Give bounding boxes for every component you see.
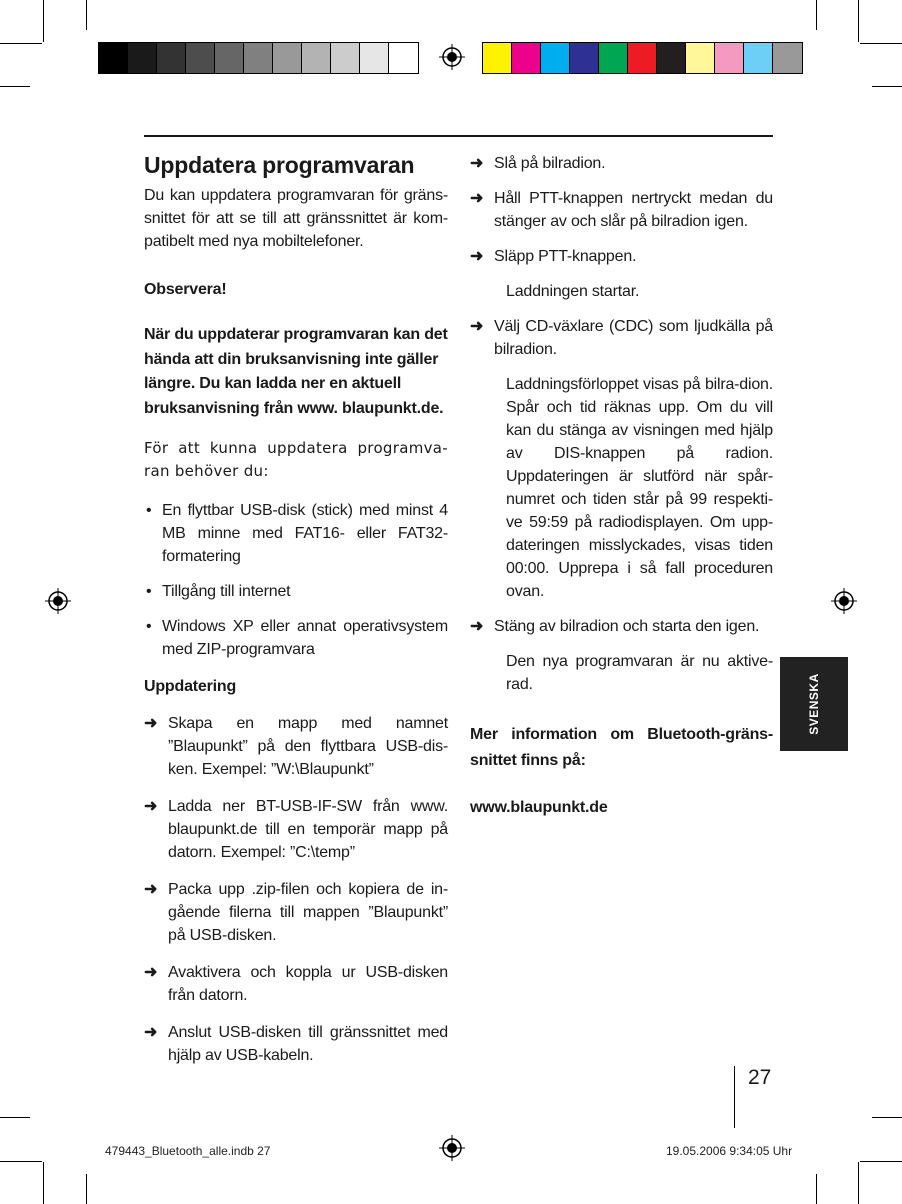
step-result: Laddningen startar. [506, 283, 640, 300]
color-swatch [744, 43, 773, 73]
color-swatch [570, 43, 599, 73]
step-text: Avaktivera och koppla ur USB-disken från datorn. [168, 964, 448, 1004]
color-swatch [541, 43, 570, 73]
crop-mark [872, 1117, 902, 1118]
color-swatch [273, 43, 302, 73]
bullet-icon: • [146, 618, 152, 635]
step-item [144, 795, 448, 864]
color-swatch [157, 43, 186, 73]
note-body: När du uppdaterar programvaran kan det hända att din bruksanvisning inte gäller längre. Du kan ladda ner en aktuell bruksanvisning från www. blaupunkt.de. [144, 326, 448, 417]
crop-mark [858, 0, 859, 42]
step-text: Släpp PTT-knappen. [494, 248, 637, 265]
color-swatch [628, 43, 657, 73]
step-result: Den nya programvaran är nu aktive-rad. [506, 653, 773, 693]
color-swatch [99, 43, 128, 73]
crop-mark [86, 1174, 87, 1204]
crop-mark [86, 0, 87, 30]
arrow-right-icon: ➜ [144, 1024, 158, 1041]
step-item [470, 152, 773, 175]
color-swatch [128, 43, 157, 73]
step-item [470, 187, 773, 233]
step-text: Anslut USB-disken till gränssnittet med hjälp av USB-kabeln. [168, 1024, 448, 1064]
crop-mark [0, 1117, 30, 1118]
color-swatch [215, 43, 244, 73]
color-swatch [389, 43, 418, 73]
footer-timestamp: 19.05.2006 9:34:05 Uhr [666, 1144, 793, 1158]
color-swatch [360, 43, 389, 73]
crop-mark [872, 86, 902, 87]
crop-mark [816, 0, 817, 30]
info-heading: Mer information om Bluetooth-gräns-snittet finns på: [470, 726, 773, 769]
right-column [470, 152, 773, 819]
page-number: 27 [748, 1066, 772, 1089]
step-item [470, 615, 773, 638]
step-text: Skapa en mapp med namnet ”Blaupunkt” på den flyttbara USB-dis-ken. Exempel: ”W:\Blaupunkt” [168, 715, 448, 778]
crop-mark [0, 1161, 42, 1162]
arrow-right-icon: ➜ [144, 715, 158, 732]
color-swatch [186, 43, 215, 73]
step-item [470, 315, 773, 361]
crop-mark [860, 43, 902, 44]
gray-color-bar [98, 42, 419, 74]
arrow-right-icon: ➜ [144, 964, 158, 981]
color-swatch [512, 43, 541, 73]
requirement-intro: För att kunna uppdatera programva-ran behöver du: [144, 439, 448, 480]
list-item [144, 580, 448, 603]
bullet-icon: • [146, 583, 152, 600]
registration-mark-icon [45, 588, 71, 614]
registration-mark-icon [439, 1135, 465, 1161]
arrow-right-icon: ➜ [470, 248, 484, 265]
list-item [144, 615, 448, 661]
step-item [144, 712, 448, 781]
arrow-right-icon: ➜ [144, 881, 158, 898]
color-swatch [302, 43, 331, 73]
arrow-right-icon: ➜ [470, 318, 484, 335]
color-swatch [599, 43, 628, 73]
bullet-icon: • [146, 502, 152, 519]
step-text: Packa upp .zip-filen och kopiera de in-gående filerna till mappen ”Blaupunkt” på USB-disken. [168, 881, 448, 944]
step-text: Stäng av bilradion och starta den igen. [494, 618, 760, 635]
arrow-right-icon: ➜ [144, 798, 158, 815]
color-swatch [244, 43, 273, 73]
crop-mark [858, 1162, 859, 1204]
bullet-text: En flyttbar USB-disk (stick) med minst 4 MB minne med FAT16- eller FAT32-formatering [162, 502, 448, 565]
step-item [144, 961, 448, 1007]
crop-mark [0, 86, 30, 87]
page-number-rule [734, 1066, 735, 1128]
top-rule [144, 135, 773, 137]
step-text: Ladda ner BT-USB-IF-SW från www. blaupunkt.de till en temporär mapp på datorn. Exempel: ”C:\temp” [168, 798, 448, 861]
registration-mark-icon [439, 44, 465, 70]
arrow-right-icon: ➜ [470, 190, 484, 207]
step-text: Slå på bilradion. [494, 155, 606, 172]
color-swatch [715, 43, 744, 73]
crop-mark [860, 1161, 902, 1162]
footer-filename: 479443_Bluetooth_alle.indb 27 [105, 1144, 271, 1158]
page-title: Uppdatera programvaran [144, 152, 415, 178]
bullet-text: Windows XP eller annat operativsystem med ZIP-programvara [162, 618, 448, 658]
note-heading: Observera! [144, 281, 227, 298]
crop-mark [816, 1174, 817, 1204]
update-heading: Uppdatering [144, 678, 237, 695]
registration-mark-icon [831, 588, 857, 614]
crop-mark [43, 1162, 44, 1204]
step-item [470, 245, 773, 268]
url-text: www.blaupunkt.de [470, 799, 608, 816]
color-swatch [686, 43, 715, 73]
crop-mark [43, 0, 44, 42]
step-item [144, 878, 448, 947]
color-swatch [657, 43, 686, 73]
color-swatch [483, 43, 512, 73]
crop-mark [0, 43, 42, 44]
left-column [144, 150, 448, 1067]
language-tab [780, 657, 848, 751]
arrow-right-icon: ➜ [470, 618, 484, 635]
color-swatch [331, 43, 360, 73]
bullet-text: Tillgång till internet [162, 583, 291, 600]
step-text: Välj CD-växlare (CDC) som ljudkälla på bilradion. [494, 318, 773, 358]
process-color-bar [482, 42, 803, 74]
list-item [144, 499, 448, 568]
arrow-right-icon: ➜ [470, 155, 484, 172]
color-swatch [773, 43, 802, 73]
step-text: Håll PTT-knappen nertryckt medan du stänger av och slår på bilradion igen. [494, 190, 773, 230]
step-item [144, 1021, 448, 1067]
intro-paragraph: Du kan uppdatera programvaran för gräns-snittet för att se till att gränssnittet är kom-patibelt med nya mobiltelefoner. [144, 187, 448, 250]
language-tab-label: SVENSKA [807, 673, 821, 735]
step-result: Laddningsförloppet visas på bilra-dion. Spår och tid räknas upp. Om du vill kan du stänga av visningen med hjälp av DIS-knappen på radion. Uppdateringen är slutförd när spår-numret och tiden står på 99 respekti-ve 59:59 på radiodisplayen. Om upp-dateringen misslyckades, visas tiden 00:00. Upprepa i så fall proceduren ovan. [506, 376, 773, 600]
